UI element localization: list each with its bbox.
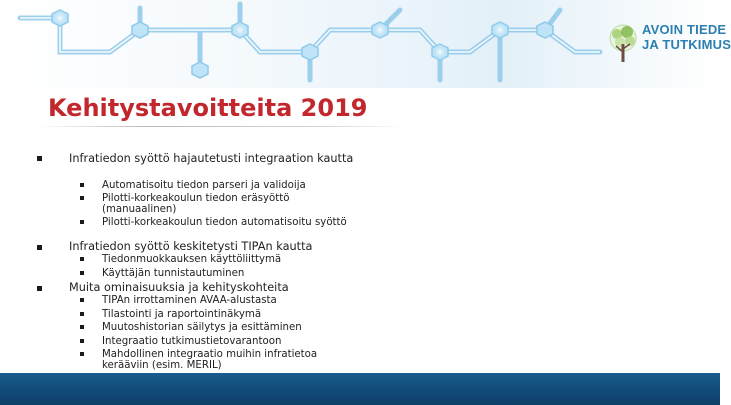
header-banner <box>0 0 731 88</box>
footer-band <box>0 373 720 405</box>
sub-bullet-marker <box>80 339 84 343</box>
bullet-marker <box>37 156 42 161</box>
list-item: Infratiedon syöttö hajautetusti integraation kautta <box>69 152 354 165</box>
sub-bullet-marker <box>80 312 84 316</box>
sub-list-item: Käyttäjän tunnistautuminen <box>102 268 245 279</box>
sub-list-item: TIPAn irrottaminen AVAA-alustasta <box>102 295 277 306</box>
slide-title: Kehitystavoitteita 2019 <box>48 94 368 122</box>
sub-list-item: Integraatio tutkimustietovarantoon <box>102 336 282 347</box>
list-item: Muita ominaisuuksia ja kehityskohteita <box>69 281 289 294</box>
bullet-marker <box>37 245 42 250</box>
list-item: Infratiedon syöttö keskitetysti TIPAn kautta <box>69 240 313 253</box>
sub-bullet-marker <box>80 298 84 302</box>
sub-bullet-marker <box>80 271 84 275</box>
tree-icon <box>606 22 640 66</box>
logo-line-1: AVOIN TIEDE <box>642 22 727 37</box>
sub-bullet-marker <box>80 183 84 187</box>
bullet-marker <box>37 286 42 291</box>
sub-list-item: Pilotti-korkeakoulun tiedon automatisoitu syöttö <box>102 217 347 228</box>
sub-list-item: Tilastointi ja raportointinäkymä <box>102 309 262 320</box>
sub-list-item: Automatisoitu tiedon parseri ja validoija <box>102 180 306 191</box>
logo-line-2: JA TUTKIMUS <box>642 37 731 52</box>
sub-bullet-marker <box>80 257 84 261</box>
sub-list-item: Pilotti-korkeakoulun tiedon eräsyöttö (manuaalinen) <box>102 193 290 215</box>
sub-list-item: Mahdollinen integraatio muihin infratietoa kerääviin (esim. MERIL) <box>102 349 318 371</box>
sub-bullet-marker <box>80 325 84 329</box>
sub-list-item: Tiedonmuokkauksen käyttöliittymä <box>102 254 282 265</box>
sub-list-item: Muutoshistorian säilytys ja esittäminen <box>102 322 302 333</box>
title-divider <box>36 126 406 127</box>
logo <box>606 20 731 70</box>
sub-bullet-marker <box>80 352 84 356</box>
sub-bullet-marker <box>80 220 84 224</box>
sub-bullet-marker <box>80 196 84 200</box>
